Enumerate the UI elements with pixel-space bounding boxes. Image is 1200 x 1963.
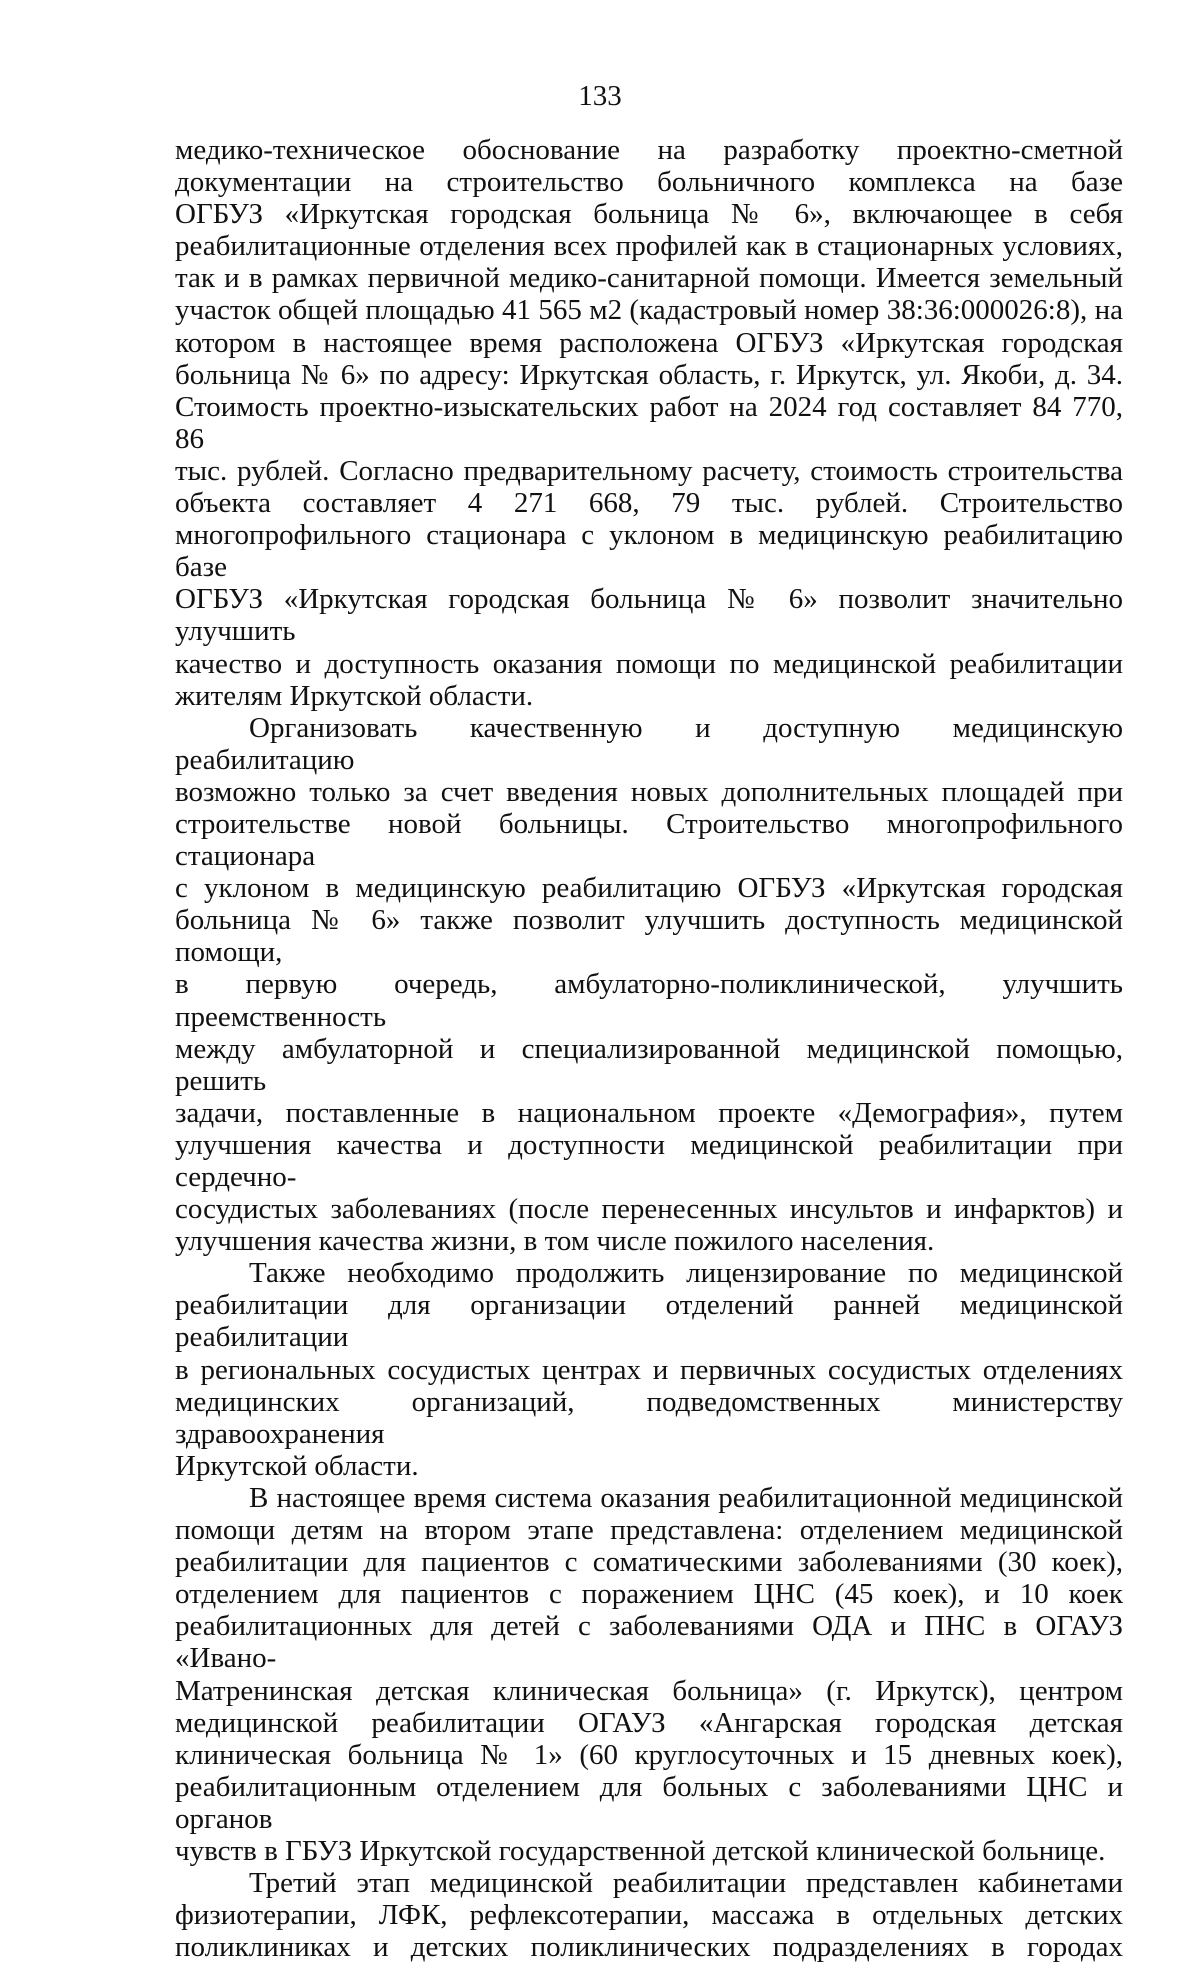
- paragraph: [175, 1257, 1123, 1482]
- text-line: качество и доступность оказания помощи по медицинской реабилитации: [175, 647, 1123, 680]
- text-line: между амбулаторной и специализированной медицинской помощью, решить: [175, 1032, 1123, 1097]
- text-line: больница № 6» также позволит улучшить доступность медицинской помощи,: [175, 904, 1123, 969]
- text-line: многопрофильного стационара с уклоном в медицинскую реабилитацию базе: [175, 519, 1123, 584]
- text-line: сосудистых заболеваниях (после перенесенных инсультов и инфарктов) и: [175, 1193, 1123, 1226]
- text-line: ОГБУЗ «Иркутская городская больница № 6», включающее в себя: [175, 198, 1123, 231]
- text-line: Иркутской области.: [175, 1449, 419, 1482]
- text-line: котором в настоящее время расположена ОГБУЗ «Иркутская городская: [175, 326, 1123, 359]
- text-line: клиническая больница № 1» (60 круглосуточных и 15 дневных коек),: [175, 1738, 1123, 1771]
- text-line: медицинских организаций, подведомственных министерству здравоохранения: [175, 1385, 1123, 1450]
- paragraph: [175, 712, 1123, 1258]
- text-line: реабилитационные отделения всех профилей как в стационарных условиях,: [175, 230, 1123, 263]
- text-line: реабилитационным отделением для больных с заболеваниями ЦНС и органов: [175, 1770, 1123, 1835]
- text-line: документации на строительство больничного комплекса на базе: [175, 166, 1123, 199]
- text-line: тыс. рублей. Согласно предварительному расчету, стоимость строительства: [175, 454, 1123, 487]
- text-line: Стоимость проектно-изыскательских работ на 2024 год составляет 84 770, 86: [175, 390, 1123, 455]
- text-line: возможно только за счет введения новых дополнительных площадей при: [175, 775, 1123, 808]
- text-line: Матренинская детская клиническая больница» (г. Иркутск), центром: [175, 1674, 1123, 1707]
- text-line: поликлиниках и детских поликлинических подразделениях в городах: [175, 1931, 1123, 1963]
- text-line: реабилитации для пациентов с соматическими заболеваниями (30 коек),: [175, 1546, 1123, 1579]
- text-line: медицинской реабилитации ОГАУЗ «Ангарская городская детская: [175, 1706, 1123, 1739]
- text-line: В настоящее время система оказания реабилитационной медицинской: [249, 1481, 1123, 1514]
- text-line: помощи детям на втором этапе представлена: отделением медицинской: [175, 1514, 1123, 1547]
- text-line: в первую очередь, амбулаторно-поликлинической, улучшить преемственность: [175, 968, 1123, 1033]
- body-text: [175, 134, 1123, 1963]
- text-line: строительстве новой больницы. Строительство многопрофильного стационара: [175, 807, 1123, 873]
- text-line: реабилитации для организации отделений ранней медицинской реабилитации: [175, 1289, 1123, 1354]
- text-line: участок общей площадью 41 565 м2 (кадастровый номер 38:36:000026:8), на: [175, 294, 1123, 327]
- paragraph: [175, 1482, 1123, 1867]
- text-line: объекта составляет 4 271 668, 79 тыс. рублей. Строительство: [175, 487, 1123, 520]
- text-line: жителям Иркутской области.: [175, 679, 534, 712]
- text-line: медико-техническое обоснование на разработку проектно-сметной: [175, 134, 1123, 166]
- text-line: в региональных сосудистых центрах и первичных сосудистых отделениях: [175, 1353, 1123, 1386]
- text-line: улучшения качества и доступности медицинской реабилитации при сердечно-: [175, 1128, 1123, 1193]
- text-line: Также необходимо продолжить лицензирование по медицинской: [249, 1257, 1123, 1290]
- paragraph: [175, 134, 1123, 712]
- text-line: с уклоном в медицинскую реабилитацию ОГБУЗ «Иркутская городская: [175, 872, 1123, 905]
- text-line: ОГБУЗ «Иркутская городская больница № 6» позволит значительно улучшить: [175, 583, 1123, 648]
- text-line: физиотерапии, ЛФК, рефлексотерапии, массажа в отдельных детских: [175, 1899, 1123, 1932]
- text-line: больница № 6» по адресу: Иркутская область, г. Иркутск, ул. Якоби, д. 34.: [175, 358, 1123, 391]
- text-line: задачи, поставленные в национальном проекте «Демография», путем: [175, 1096, 1123, 1129]
- text-line: реабилитационных для детей с заболеваниями ОДА и ПНС в ОГАУЗ «Ивано-: [175, 1610, 1123, 1675]
- text-line: Организовать качественную и доступную медицинскую реабилитацию: [175, 711, 1123, 776]
- text-line: Третий этап медицинской реабилитации представлен кабинетами: [249, 1867, 1123, 1900]
- text-line: улучшения качества жизни, в том числе пожилого населения.: [175, 1225, 935, 1258]
- paragraph: [175, 1867, 1123, 1963]
- text-line: отделением для пациентов с поражением ЦНС (45 коек), и 10 коек: [175, 1578, 1123, 1611]
- text-line: чувств в ГБУЗ Иркутской государственной детской клинической больнице.: [175, 1834, 1106, 1867]
- text-line: так и в рамках первичной медико-санитарной помощи. Имеется земельный: [175, 262, 1123, 295]
- page-number: 133: [578, 80, 622, 112]
